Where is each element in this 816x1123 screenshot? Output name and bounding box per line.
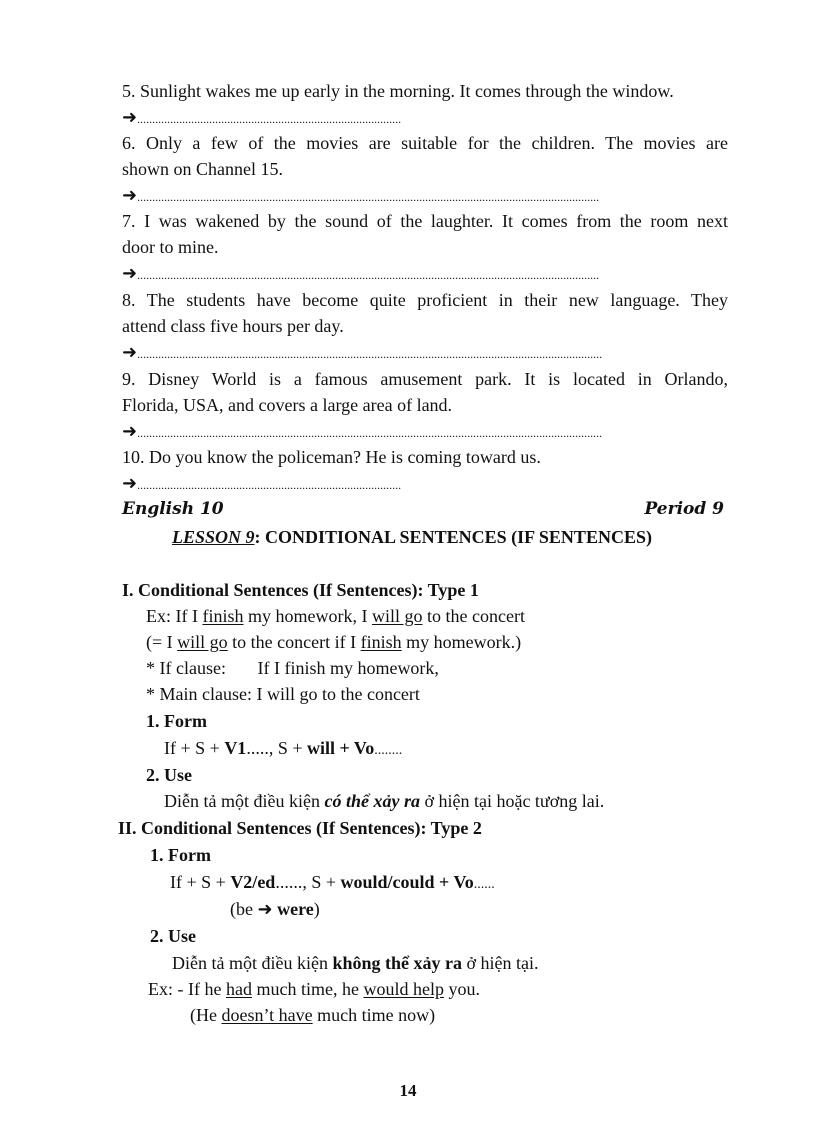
exercise-10-text: 10. Do you know the policeman? He is coming toward us. (122, 447, 541, 467)
right-arrow-icon: ➜ (122, 342, 138, 362)
page-number: 14 (399, 1081, 417, 1100)
main-clause-note: * Main clause: I will go to the concert (146, 684, 420, 704)
exercise-6-text-cont: shown on Channel 15. (122, 159, 283, 179)
section-2-example: Ex: - If he had much time, he would help you. (148, 979, 480, 999)
exercise-5-answer-line: ➜........................................................................................ (122, 107, 402, 127)
lesson-title (172, 526, 652, 548)
exercise-7-answer-line: ➜.......................................................................................................................................................... (122, 263, 600, 283)
lesson-label: LESSON 9 (172, 527, 255, 547)
section-1-use: Diễn tả một điều kiện có thể xảy ra ở hiện tại hoặc tương lai. (164, 791, 605, 811)
section-1-equivalent: (= I will go to the concert if I finish my homework.) (146, 632, 522, 652)
section-1-form-label: 1. Form (146, 711, 207, 731)
exercise-9-text-cont: Florida, USA, and covers a large area of land. (122, 395, 453, 415)
course-label: English 10 (122, 499, 224, 519)
section-2-example-note: (He doesn’t have much time now) (190, 1005, 436, 1025)
section-1-form: If + S + V1....., S + will + Vo........ (164, 738, 403, 758)
lesson-title-text: : CONDITIONAL SENTENCES (IF SENTENCES) (254, 527, 652, 547)
exercise-9-text: 9. Disney World is a famous amusement park. It is located in Orlando, (122, 369, 728, 389)
section-2-form-label: 1. Form (150, 845, 211, 865)
section-2-form: If + S + V2/ed......, S + would/could + Vo...... (170, 872, 495, 892)
exercise-8-text: 8. The students have become quite proficient in their new language. They (122, 290, 728, 310)
period-label: Period 9 (644, 499, 724, 519)
section-2-use-label: 2. Use (150, 926, 196, 946)
be-were-note: (be ➜ were) (230, 899, 320, 919)
exercise-6-text: 6. Only a few of the movies are suitable for the children. The movies are (122, 133, 728, 153)
section-1-use-label: 2. Use (146, 765, 192, 785)
exercise-6-answer-line: ➜.......................................................................................................................................................... (122, 185, 600, 205)
exercise-9-answer-line: ➜........................................................................................................................................................... (122, 421, 603, 441)
right-arrow-icon: ➜ (122, 107, 138, 127)
exercise-8-answer-line: ➜........................................................................................................................................................... (122, 342, 603, 362)
right-arrow-icon: ➜ (257, 899, 278, 919)
exercise-10-answer-line: ➜........................................................................................ (122, 473, 402, 493)
exercise-7-text-cont: door to mine. (122, 237, 219, 257)
section-1-heading: I. Conditional Sentences (If Sentences): Type 1 (122, 580, 479, 600)
exercise-8-text-cont: attend class five hours per day. (122, 316, 344, 336)
section-2-heading: II. Conditional Sentences (If Sentences): Type 2 (118, 818, 482, 838)
if-clause-note: * If clause: If I finish my homework, (146, 658, 439, 678)
section-2-use: Diễn tả một điều kiện không thể xảy ra ở hiện tại. (172, 953, 539, 973)
right-arrow-icon: ➜ (122, 185, 138, 205)
right-arrow-icon: ➜ (122, 263, 138, 283)
right-arrow-icon: ➜ (122, 473, 138, 493)
right-arrow-icon: ➜ (122, 421, 138, 441)
exercise-5-text: 5. Sunlight wakes me up early in the morning. It comes through the window. (122, 81, 674, 101)
exercise-7-text: 7. I was wakened by the sound of the laughter. It comes from the room next (122, 211, 728, 231)
section-1-example: Ex: If I finish my homework, I will go to the concert (146, 606, 525, 626)
